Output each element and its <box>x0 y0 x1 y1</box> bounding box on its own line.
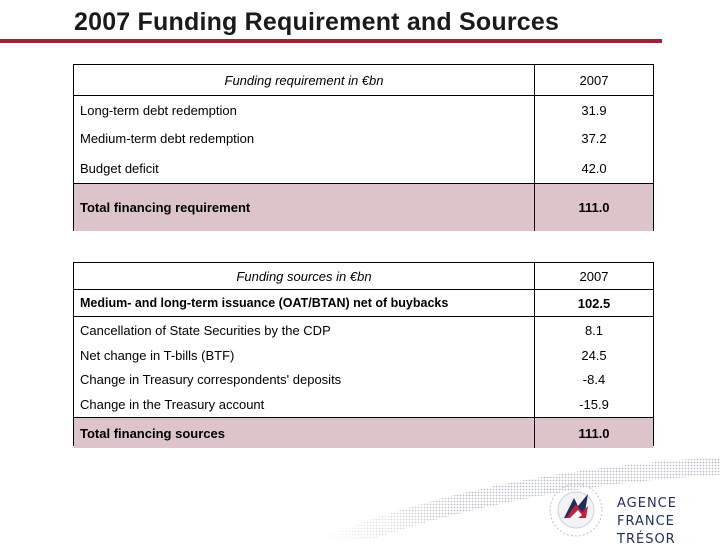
total-value: 111.0 <box>578 425 610 441</box>
row-label: Medium-term debt redemption <box>74 124 535 153</box>
logo-line-2: FRANCE TRÉSOR <box>617 514 676 547</box>
table-row <box>74 124 653 153</box>
row-label: Long-term debt redemption <box>74 96 535 124</box>
table-row <box>74 96 653 124</box>
total-value: 111.0 <box>578 200 610 215</box>
highlight-value: 102.5 <box>577 295 611 311</box>
page-title: 2007 Funding Requirement and Sources <box>74 8 560 36</box>
row-value: 8.1 <box>584 322 604 338</box>
row-value: 31.9 <box>581 102 607 118</box>
row-value: -15.9 <box>579 396 609 412</box>
total-label: Total financing requirement <box>74 184 535 231</box>
table-row <box>74 343 653 367</box>
agency-logo-text <box>617 495 720 549</box>
table-row <box>74 391 653 417</box>
sources-total-row <box>74 417 653 448</box>
requirement-header-label: Funding requirement in €bn <box>74 65 535 95</box>
row-label: Cancellation of State Securities by the CDP <box>74 317 535 343</box>
sources-header-year: 2007 <box>579 268 609 284</box>
title-underline <box>0 39 662 43</box>
row-label: Change in Treasury correspondents' deposits <box>74 367 535 391</box>
total-label: Total financing sources <box>74 418 535 448</box>
requirement-total-row <box>74 183 653 231</box>
agence-france-tresor-seal-icon <box>544 482 608 538</box>
sources-header-row <box>74 263 653 290</box>
row-value: -8.4 <box>582 371 606 387</box>
table-row <box>74 367 653 391</box>
table-row <box>74 317 653 343</box>
logo-line-1: AGENCE <box>617 496 677 511</box>
sources-highlight-row <box>74 290 653 317</box>
requirement-header-row <box>74 65 653 96</box>
row-label: Budget deficit <box>74 153 535 183</box>
table-row <box>74 153 653 183</box>
decorative-swoosh <box>0 455 720 540</box>
row-value: 24.5 <box>581 347 607 363</box>
funding-requirement-table <box>73 64 654 231</box>
requirement-header-year: 2007 <box>579 72 609 88</box>
funding-sources-table <box>73 262 654 446</box>
row-label: Change in the Treasury account <box>74 391 535 417</box>
sources-header-label: Funding sources in €bn <box>74 263 535 289</box>
highlight-label: Medium- and long-term issuance (OAT/BTAN) net of buybacks <box>74 290 535 316</box>
row-value: 37.2 <box>581 131 607 146</box>
row-label: Net change in T-bills (BTF) <box>74 343 535 367</box>
row-value: 42.0 <box>581 160 607 176</box>
